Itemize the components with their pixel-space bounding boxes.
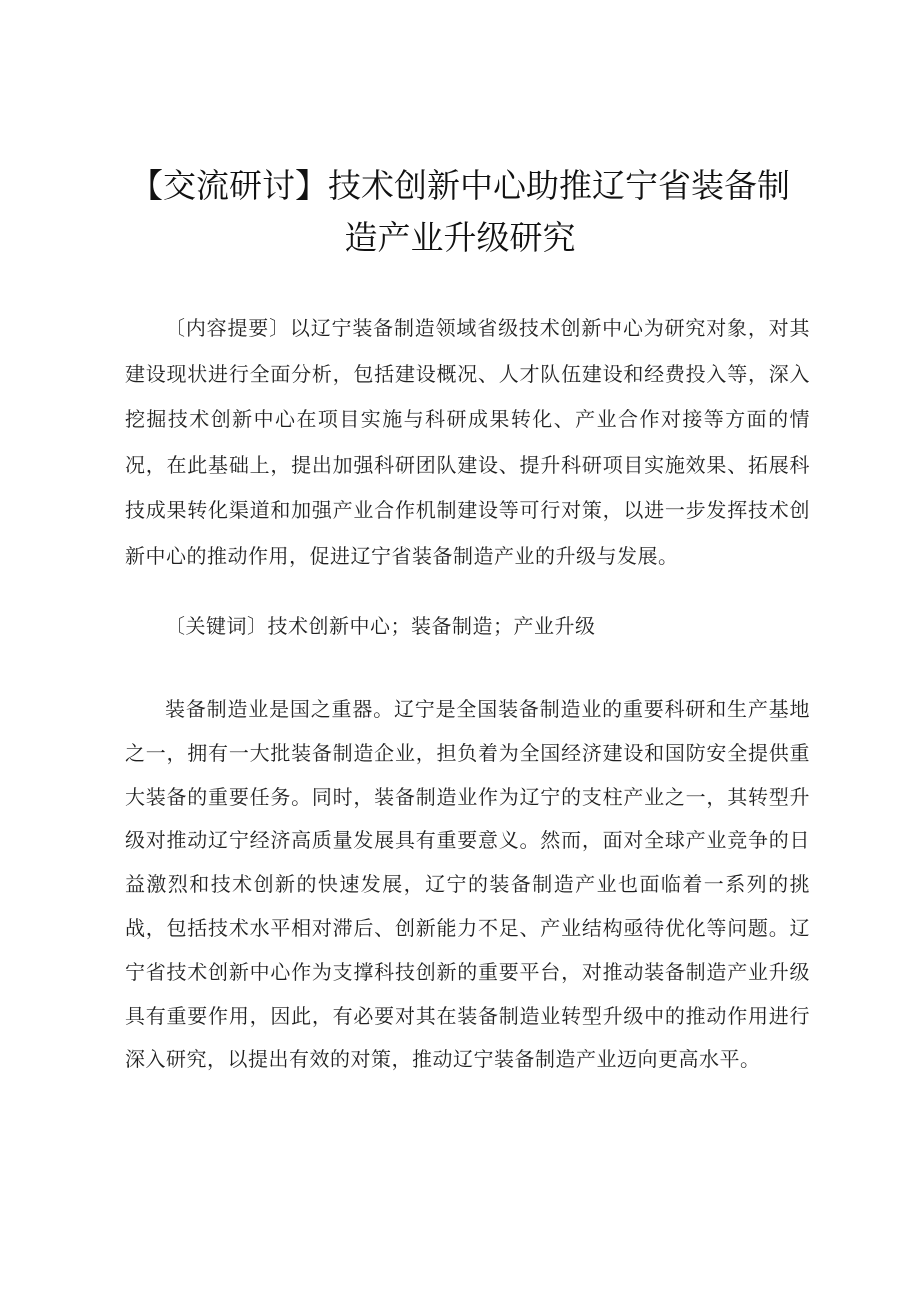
abstract-paragraph: 〔内容提要〕以辽宁装备制造领域省级技术创新中心为研究对象，对其建设现状进行全面分析，包括建设概况、人才队伍建设和经费投入等，深入挖掘技术创新中心在项目实施与科研成果转化、产业合作对接等方面的情况，在此基础上，提出加强科研团队建设、提升科研项目实施效果、拓展科技成果转化渠道和加强产业合作机制建设等可行对策，以进一步发挥技术创新中心的推动作用，促进辽宁省装备制造产业的升级与发展。 [125,316,810,568]
keywords-line: 〔关键词〕技术创新中心；装备制造；产业升级 [165,614,596,638]
document-title-line-2: 造产业升级研究 [344,218,576,257]
document-title-line-1: 【交流研讨】技术创新中心助推辽宁省装备制 [130,166,790,205]
body-paragraph: 装备制造业是国之重器。辽宁是全国装备制造业的重要科研和生产基地之一，拥有一大批装备制造企业，担负着为全国经济建设和国防安全提供重大装备的重要任务。同时，装备制造业作为辽宁的支柱产业之一，其转型升级对推动辽宁经济高质量发展具有重要意义。然而，面对全球产业竞争的日益激烈和技术创新的快速发展，辽宁的装备制造产业也面临着一系列的挑战，包括技术水平相对滞后、创新能力不足、产业结构亟待优化等问题。辽宁省技术创新中心作为支撑科技创新的重要平台，对推动装备制造产业升级具有重要作用，因此，有必要对其在装备制造业转型升级中的推动作用进行深入研究，以提出有效的对策，推动辽宁装备制造产业迈向更高水平。 [125,697,810,1072]
